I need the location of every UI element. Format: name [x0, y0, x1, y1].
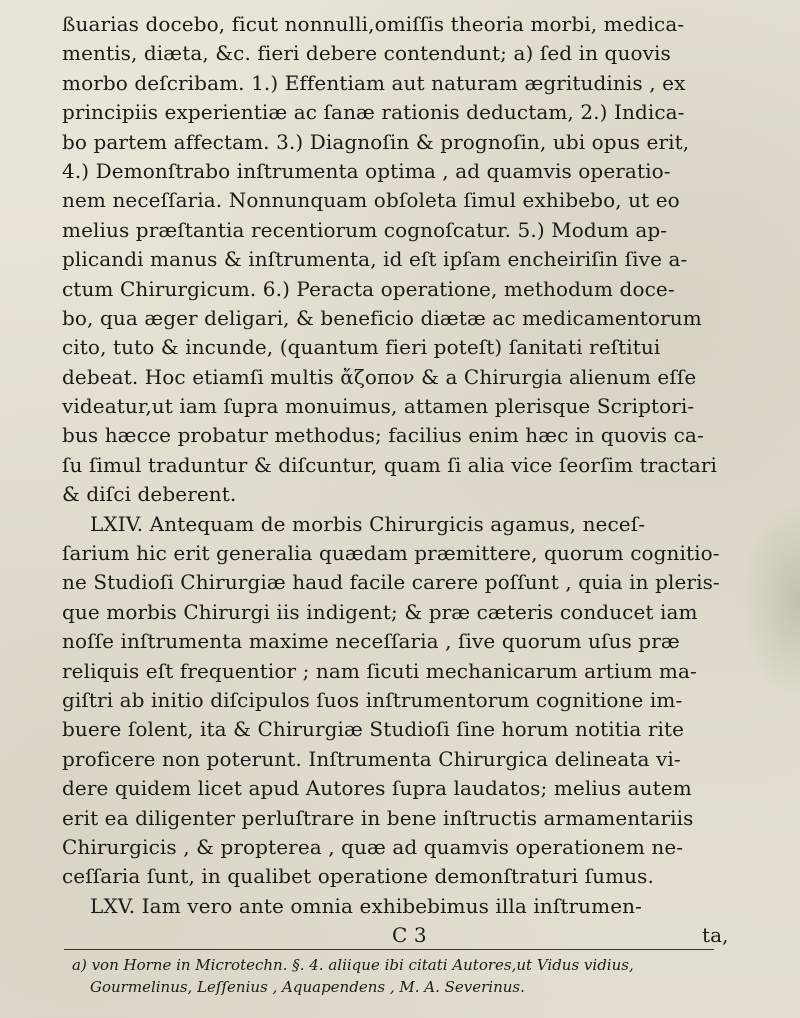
text-line: cito, tuto & incunde, (quantum fieri poteſt) ſanitati reſtitui [62, 335, 661, 360]
text-line: 4.) Demonſtrabo inſtrumenta optima , ad quamvis operatio- [62, 158, 671, 183]
section-heading-line: LXV. Iam vero ante omnia exhibebimus illa inſtrumen- [90, 893, 642, 918]
text-line: nem neceſſaria. Nonnunquam obſoleta ſimul exhibebo, ut eo [62, 188, 680, 213]
text-line: videatur,ut iam ſupra monuimus, attamen plerisque Scriptori- [62, 394, 695, 419]
text-line: Chirurgicis , & propterea , quæ ad quamvis operationem ne- [62, 834, 684, 859]
main-text [62, 10, 752, 951]
footnote-rule [64, 949, 714, 950]
text-line: morbo deſcribam. 1.) Effentiam aut naturam ægritudinis , ex [62, 70, 686, 95]
text-line: mentis, diæta, &c. fieri debere contendunt; a) ſed in quovis [62, 41, 671, 66]
text-line: bo partem affectam. 3.) Diagnoſin & prognoſin, ubi opus erit, [62, 129, 690, 154]
text-line: reliquis eſt frequentior ; nam ſicuti mechanicarum artium ma- [62, 658, 697, 683]
text-line: bus hæcce probatur methodus; facilius enim hæc in quovis ca- [62, 423, 704, 448]
text-line: giſtri ab initio diſcipulos ſuos inſtrumentorum cognitione im- [62, 687, 683, 712]
text-line: ne Studioſi Chirurgiæ haud facile carere poſſunt , quia in pleris- [62, 570, 720, 595]
text-line: ceſſaria ſunt, in qualibet operatione demonſtraturi ſumus. [62, 864, 654, 889]
text-line: buere ſolent, ita & Chirurgiæ Studioſi ſine horum notitia rite [62, 717, 685, 742]
text-line: plicandi manus & inſtrumenta, id eſt ipſam encheiriſin ſive a- [62, 247, 688, 272]
text-line: ſu ſimul traduntur & diſcuntur, quam ſi alia vice ſeorſim tractari [62, 452, 718, 477]
text-line: ßuarias docebo, ficut nonnulli,omiſſis theoria morbi, medica- [62, 12, 685, 36]
text-line: melius præſtantia recentiorum cognoſcatur. 5.) Modum ap- [62, 217, 668, 242]
text-line: ctum Chirurgicum. 6.) Peracta operatione, methodum doce- [62, 276, 675, 301]
signature-mark: C 3 [392, 923, 427, 948]
page-foot-line [62, 921, 752, 950]
text-line: & diſci deberent. [62, 482, 237, 507]
text-line: que morbis Chirurgi iis indigent; & præ cæteris conducet iam [62, 599, 698, 624]
text-line: principiis experientiæ ac ſanæ rationis deductam, 2.) Indica- [62, 100, 685, 125]
text-line: dere quidem licet apud Autores ſupra laudatos; melius autem [62, 776, 692, 801]
footnote [72, 954, 752, 998]
text-line: debeat. Hoc etiamſi multis ἄζοπον & a Chirurgia alienum eſſe [62, 364, 697, 389]
text-line: proficere non poterunt. Inſtrumenta Chirurgica delineata vi- [62, 746, 681, 771]
footnote-line: a) von Horne in Microtechn. §. 4. aliique ibi citati Autores,ut Vidus vidius, [72, 956, 634, 974]
footnote-line: Gourmelinus, Leſſenius , Aquapendens , M. A. Severinus. [90, 978, 525, 996]
text-line: erit ea diligenter perluſtrare in bene inſtructis armamentariis [62, 805, 694, 830]
text-line: bo, qua æger deligari, & beneficio diætæ ac medicamentorum [62, 305, 702, 330]
text-line: noſſe inſtrumenta maxime neceſſaria , ſive quorum uſus præ [62, 629, 680, 654]
text-line: ſarium hic erit generalia quædam præmittere, quorum cognitio- [62, 541, 720, 566]
catchword: ta, [702, 923, 729, 948]
section-heading-line: LXIV. Antequam de morbis Chirurgicis agamus, neceſ- [90, 511, 646, 536]
